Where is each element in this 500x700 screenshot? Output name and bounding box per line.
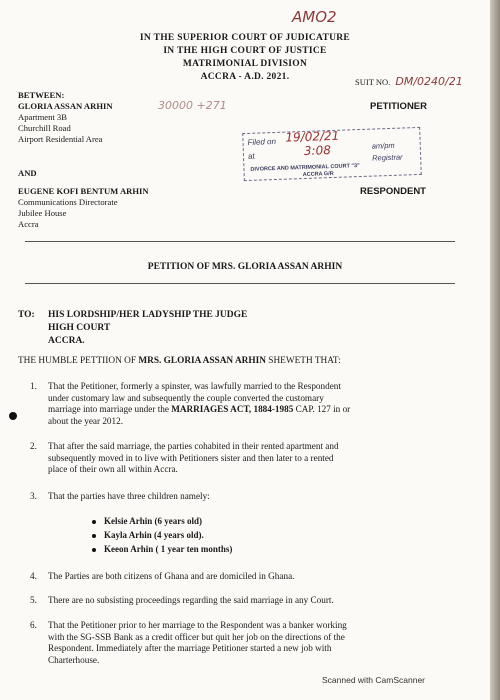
petitioner-address-2: Churchill Road [18, 123, 71, 133]
para3-number: 3. [30, 491, 37, 501]
para6-line2: with the SG-SSB Bank as a credit officer but quit her job on the directions of the [48, 631, 345, 642]
court-name-stamp: DIVORCE AND MATRIMONIAL COURT "3" [250, 163, 360, 173]
para1-line2: under customary law and subsequently the couple converted the customary [48, 392, 324, 403]
suit-number [355, 75, 463, 88]
child-item [92, 544, 232, 554]
para1-line4: about the year 2012. [48, 415, 124, 426]
para1-line3a: marriage into marriage under the [48, 404, 169, 415]
para6-number: 6. [30, 620, 37, 630]
margin-hole-dot [9, 412, 17, 420]
filed-date: 19/02/21 [285, 128, 340, 145]
paragraph-2 [48, 441, 339, 476]
handwritten-phone: 30000 +271 [158, 99, 227, 112]
court-header-line2: IN THE HIGH COURT OF JUSTICE [163, 46, 327, 56]
handwritten-reference: AMO2 [292, 8, 337, 26]
para2-line1: That after the said marriage, the parties cohabited in their rented apartment and [48, 441, 339, 451]
court-header-line3: MATRIMONIAL DIVISION [182, 59, 308, 69]
court-city-stamp: ACCRA G/R [302, 170, 334, 179]
court-header-line1: IN THE SUPERIOR COURT OF JUDICATURE [139, 33, 351, 43]
paragraph-5: There are no subsisting proceedings regarding the said marriage in any Court. [48, 595, 334, 605]
para2-line2: subsequently moved in to live with Petitioners sister and then later to a rented [48, 452, 334, 463]
petitioner-address-1: Apartment 3B [18, 112, 67, 122]
suit-number-value: DM/0240/21 [395, 75, 463, 88]
humble-prefix: THE HUMBLE PETTIION OF [18, 356, 137, 366]
divider [25, 241, 455, 242]
child-item [92, 530, 204, 540]
para1-line3 [48, 404, 350, 416]
addressee-line-1: HIS LORDSHIP/HER LADYSHIP THE JUDGE [48, 310, 248, 320]
para1-number: 1. [30, 381, 37, 391]
filed-ampm: am/pm [371, 140, 395, 151]
page-edge-shadow [490, 0, 500, 700]
para2-number: 2. [30, 441, 37, 451]
addressee-line-3: ACCRA. [48, 336, 85, 346]
para6-line4: Charterhouse. [48, 654, 100, 665]
petitioner-name: GLORIA ASSAN ARHIN [18, 101, 113, 111]
to-label: TO: [18, 310, 35, 320]
addressee-line-2: HIGH COURT [48, 323, 111, 333]
paragraph-1 [48, 381, 350, 427]
scanner-watermark: Scanned with CamScanner [322, 675, 426, 685]
para1-line3c: CAP. 127 in or [295, 404, 351, 415]
para6-line3: Respondent. Immediately after the marriage Petitioner started a new job with [48, 643, 332, 654]
respondent-address-1: Communications Directorate [18, 197, 118, 207]
paragraph-4: The Parties are both citizens of Ghana and are domiciled in Ghana. [48, 571, 295, 581]
respondent-address-2: Jubilee House [18, 208, 67, 218]
paragraph-6 [48, 620, 347, 666]
suit-number-label: SUIT NO. [355, 77, 391, 87]
child-2: Kayla Arhin (4 years old). [104, 530, 204, 540]
para5-number: 5. [30, 595, 37, 605]
respondent-role: RESPONDENT [360, 186, 426, 197]
petition-title: PETITION OF MRS. GLORIA ASSAN ARHIN [147, 262, 343, 272]
between-label: BETWEEN: [18, 90, 65, 100]
marriages-act: MARRIAGES ACT, 1884-1985 [171, 404, 294, 415]
petitioner-address-3: Airport Residential Area [18, 134, 103, 144]
child-1: Kelsie Arhin (6 years old) [104, 516, 202, 526]
filed-time: 3:08 [303, 143, 332, 158]
respondent-name: EUGENE KOFI BENTUM ARHIN [18, 186, 149, 196]
para1-line1: That the Petitioner, formerly a spinster, was lawfully married to the Respondent [48, 381, 341, 391]
para4-number: 4. [30, 571, 37, 581]
child-item [92, 516, 202, 526]
divider [25, 283, 455, 284]
court-header-line4: ACCRA - A.D. 2021. [200, 72, 290, 82]
filing-stamp [242, 127, 422, 181]
respondent-address-3: Accra [18, 219, 39, 229]
filed-at-label: at [247, 151, 255, 161]
and-label: AND [18, 168, 37, 178]
child-3: Keeon Arhin ( 1 year ten months) [104, 544, 233, 554]
humble-suffix: SHEWETH THAT: [268, 356, 341, 366]
para2-line3: place of their own all within Accra. [48, 464, 178, 475]
filed-on-label: Filed on [247, 136, 277, 147]
humble-petition-line [18, 356, 341, 366]
humble-name: MRS. GLORIA ASSAN ARHIN [138, 356, 266, 366]
filed-registrar-label: Registrar [372, 152, 403, 163]
petitioner-role: PETITIONER [370, 101, 428, 112]
para6-line1: That the Petitioner prior to her marriage to the Respondent was a banker working [48, 620, 347, 630]
para3-line1: That the parties have three children namely: [48, 491, 210, 501]
